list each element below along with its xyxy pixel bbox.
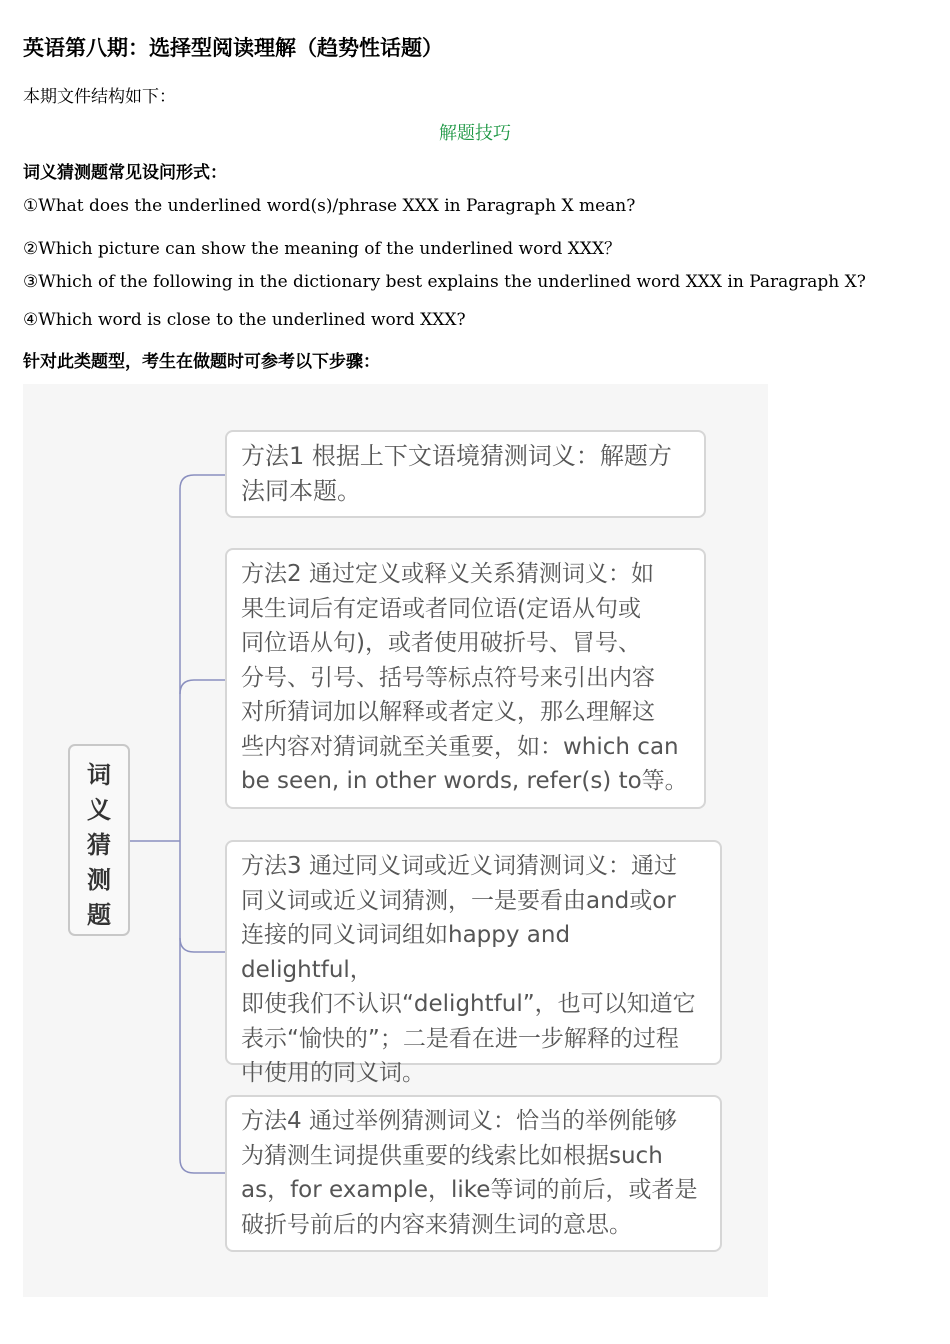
method-line: 为猜测生词提供重要的线索比如根据such <box>241 1142 663 1169</box>
method-line: 方法4 通过举例猜测词义：恰当的举例能够 <box>241 1108 677 1134</box>
page-title: 英语第八期：选择型阅读理解（趋势性话题） <box>23 36 443 60</box>
method-line: 方法1 根据上下文语境猜测词义：解题方 <box>241 442 672 470</box>
root-label: 词 义 猜 测 题 <box>87 761 111 929</box>
method-line: 即使我们不认识“delightful”，也可以知道它 <box>241 991 696 1017</box>
steps-heading: 针对此类题型，考生在做题时可参考以下步骤： <box>23 352 380 372</box>
method-line: 中使用的同义词。 <box>241 1060 425 1086</box>
method-line: 破折号前后的内容来猜测生词的意思。 <box>241 1211 632 1238</box>
method-line: be seen, in other words, refer(s) to等。 <box>241 768 688 794</box>
method-line: 对所猜词加以解释或者定义，那么理解这 <box>241 699 655 725</box>
method-line: 些内容对猜词就至关重要，如：which can <box>241 733 679 760</box>
method-line: 果生词后有定语或者同位语(定语从句或 <box>241 595 641 622</box>
question-form-item: ④Which word is close to the underlined word XXX? <box>23 310 466 330</box>
method-line: 同位语从句)，或者使用破折号、冒号、 <box>241 630 641 656</box>
method-line: as，for example，like等词的前后，或者是 <box>241 1177 698 1203</box>
question-form-item: ①What does the underlined word(s)/phrase XXX in Paragraph X mean? <box>23 196 636 216</box>
method-line: 方法3 通过同义词或近义词猜测词义：通过 <box>241 853 677 879</box>
method-line: 方法2 通过定义或释义关系猜测词义：如 <box>241 561 654 587</box>
method-line: 同义词或近义词猜测，一是要看由and或or <box>241 887 676 914</box>
mindmap-diagram <box>23 384 768 1297</box>
section-heading: 解题技巧 <box>439 123 511 144</box>
intro-text: 本期文件结构如下： <box>23 87 176 107</box>
question-form-item: ②Which picture can show the meaning of the underlined word XXX？ <box>23 239 622 259</box>
method-line: 表示“愉快的”；二是看在进一步解释的过程 <box>241 1025 679 1052</box>
method-3-node <box>225 840 722 1086</box>
method-4-node <box>225 1095 722 1252</box>
method-line: 分号、引号、括号等标点符号来引出内容 <box>241 664 655 691</box>
method-1-node <box>225 430 706 518</box>
question-forms-heading: 词义猜测题常见设问形式： <box>23 163 227 183</box>
method-line: 法同本题。 <box>241 476 361 505</box>
mindmap-root-node <box>68 744 130 936</box>
method-line: 连接的同义词词组如happy and delightful， <box>241 922 571 983</box>
question-form-item: ③Which of the following in the dictionary best explains the underlined word XXX in Paragraph X? <box>23 272 866 292</box>
method-2-node <box>225 548 706 809</box>
